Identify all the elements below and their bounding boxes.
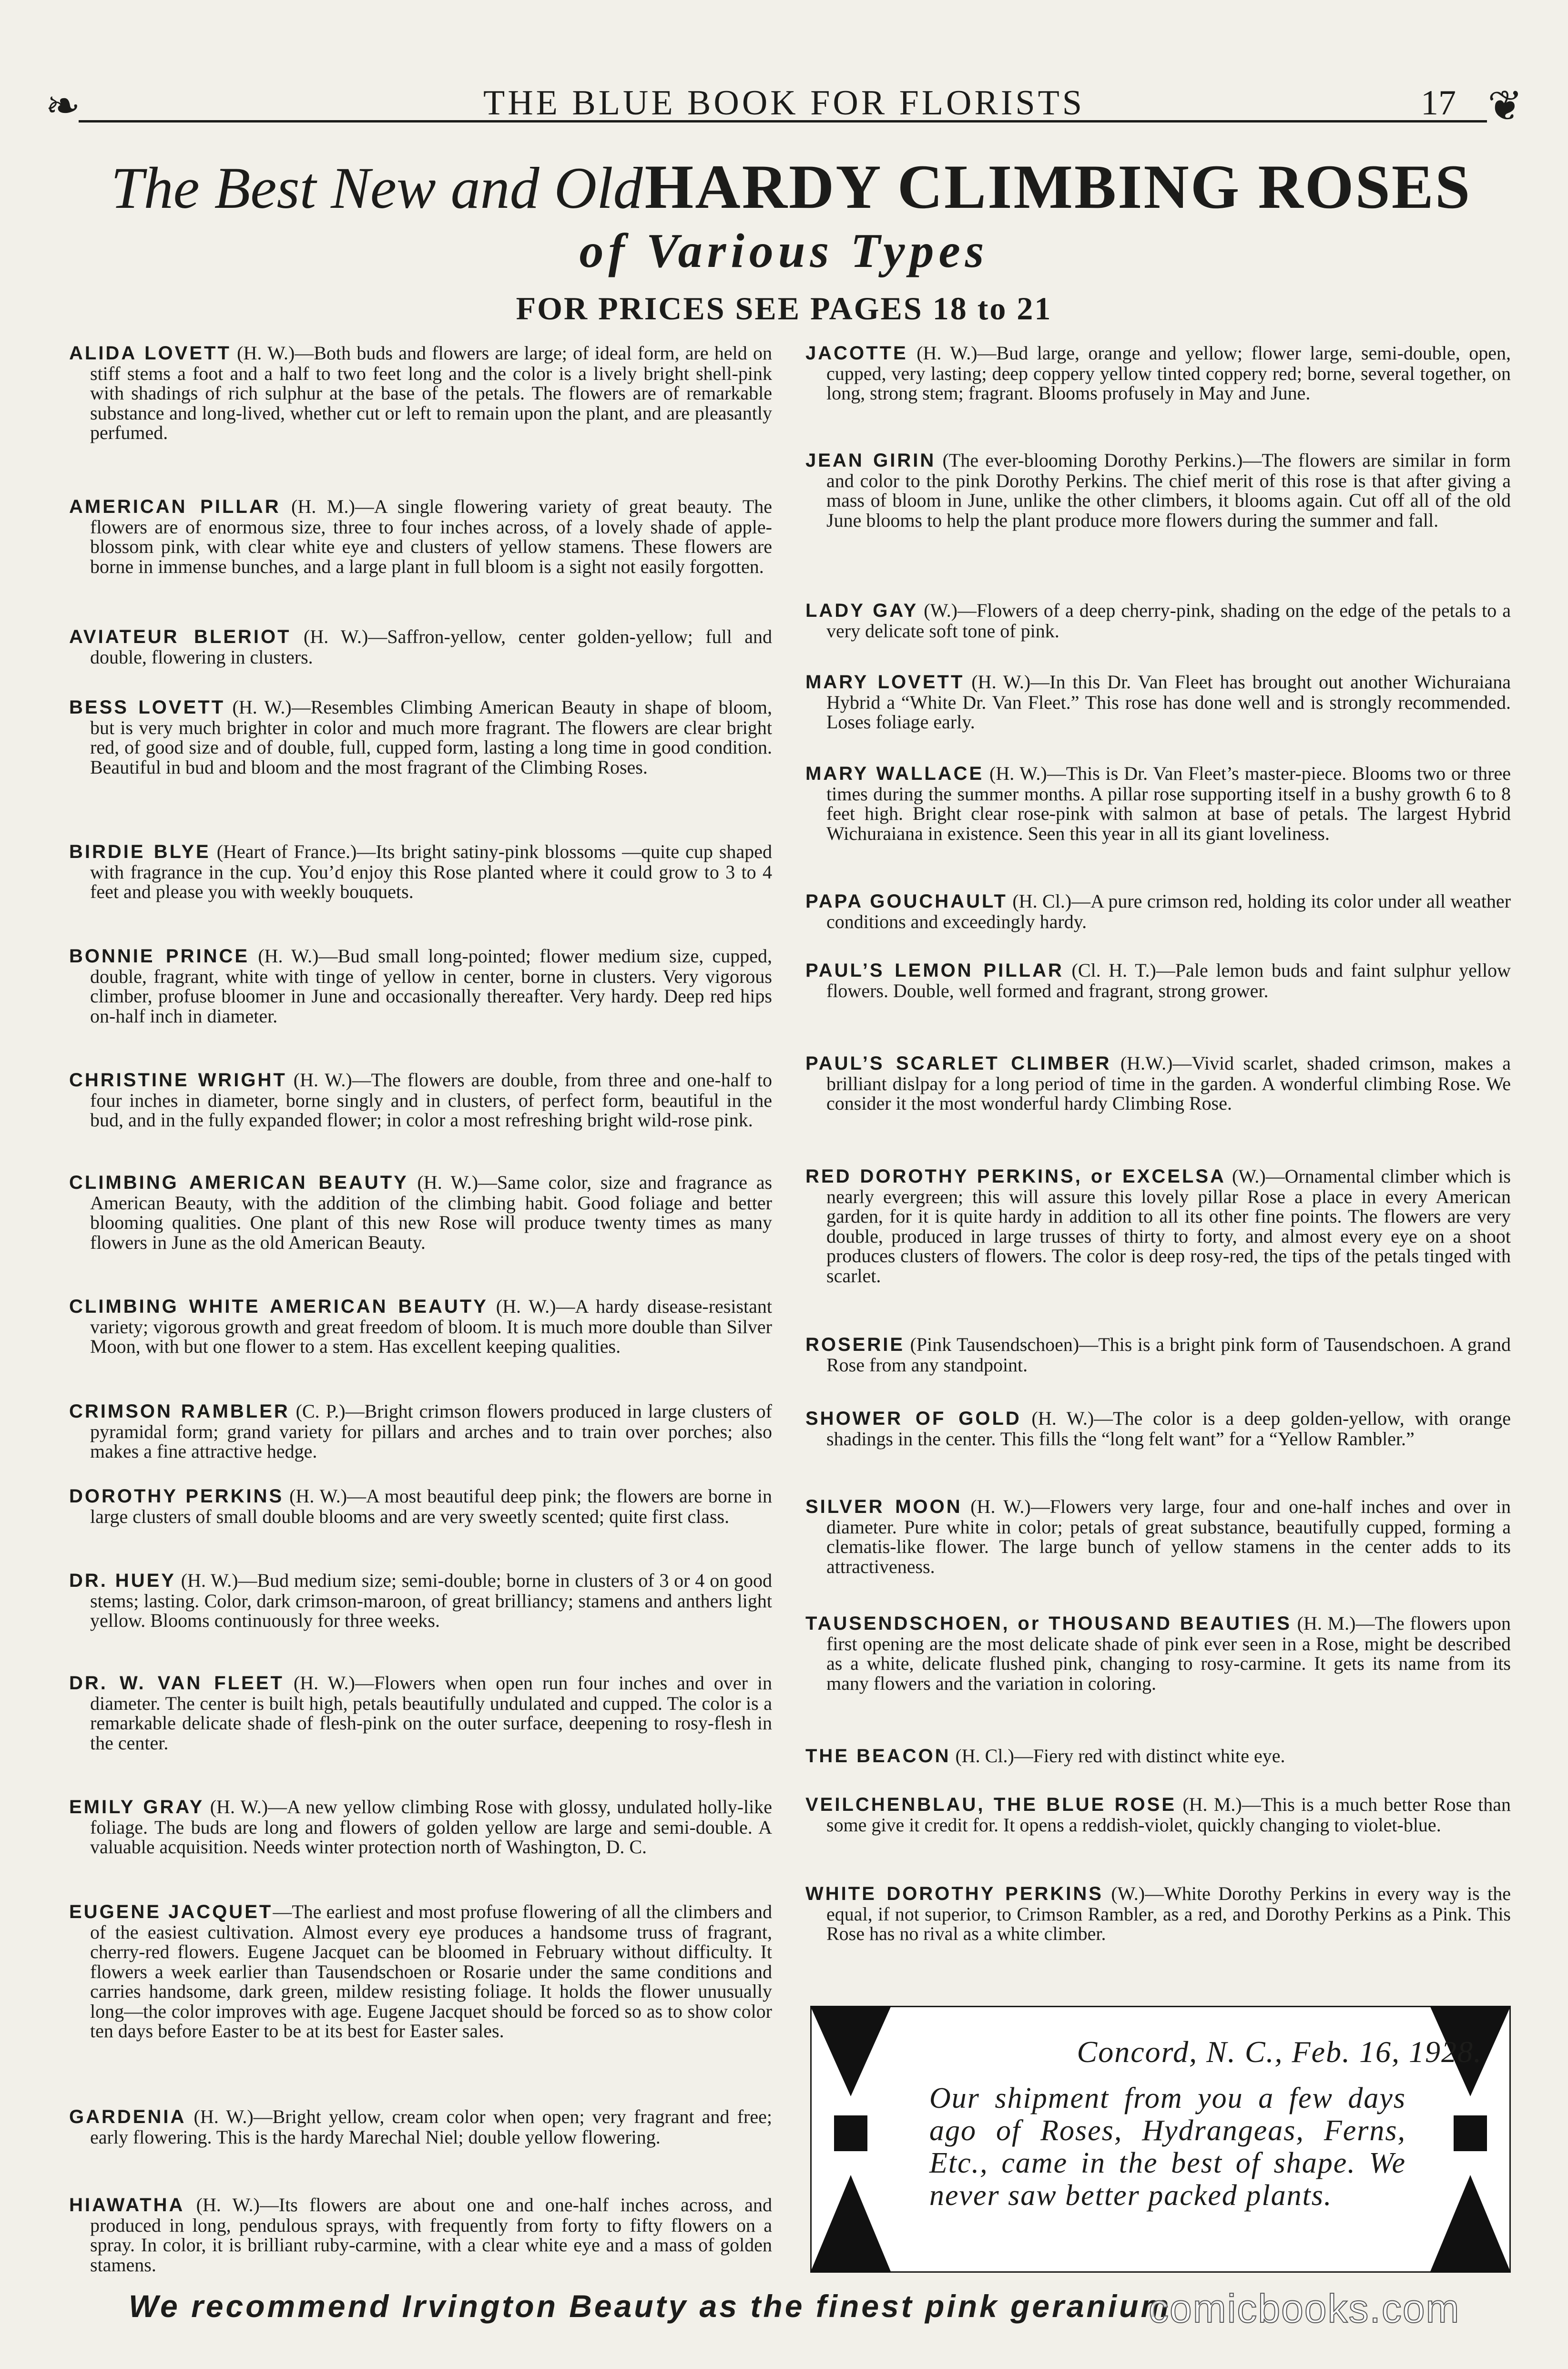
rose-entry bbox=[69, 2107, 772, 2147]
rose-description: (Heart of France.)—Its bright satiny-pink blossoms —quite cup shaped with fragrance in the cup. You’d enjoy this Rose planted where it could grow to 3 to 4 feet and please you with weekly bouquets. bbox=[90, 841, 772, 902]
rose-description: (H.W.)—Vivid scarlet, shaded crimson, makes a brilliant dislpay for a long period of time in the garden. A wonderful climbing Rose. We consider it the most wonderful hardy Climbing Rose. bbox=[826, 1052, 1511, 1114]
rose-entry bbox=[69, 1902, 772, 2041]
page-number: 17 bbox=[1421, 83, 1456, 123]
rose-name: DOROTHY PERKINS bbox=[69, 1486, 284, 1507]
rose-entry bbox=[69, 2195, 772, 2275]
rose-name: ALIDA LOVETT bbox=[69, 343, 231, 364]
rose-entry bbox=[805, 1409, 1511, 1449]
rose-name: MARY WALLACE bbox=[805, 763, 984, 784]
rose-name: AVIATEUR BLERIOT bbox=[69, 626, 291, 647]
rose-description: (C. P.)—Bright crimson flowers produced in large clusters of pyramidal form; grand variety for pillars and arches and to train over porches; also makes a fine attractive hedge. bbox=[90, 1400, 773, 1462]
rose-description: (H. W.)—Flowers very large, four and one-half inches and over in diameter. Pure white in color; petals of great substance, beautifully cupped, forming a clematis-like flower. The large bunch of yellow stamens in the center adds to its attractiveness. bbox=[826, 1496, 1511, 1577]
rose-name: JEAN GIRIN bbox=[805, 450, 936, 471]
rose-description: —The earliest and most profuse flowering of all the climbers and of the easiest cultivation. Almost every eye produces a handsome truss of fragrant, cherry-red flowers. Eugene Jacquet can be bloomed in February without difficulty. It flowers a week earlier than Tausendschoen or Rosarie under the same conditions and carries handsome, dark green, mildew resisting foliage. It holds the flower unusually long—the color improves with age. Eugene Jacquet should be forced so as to show color ten days before Easter to be at its best for Easter sales. bbox=[90, 1901, 772, 2042]
rose-name: PAPA GOUCHAULT bbox=[805, 891, 1008, 912]
rose-description: (H. W.)—Bud large, orange and yellow; flower large, semi-double, open, cupped, very lasting; deep coppery yellow tinted coppery red; borne, several together, on long, strong stem; fragrant. Blooms profusely in May and June. bbox=[826, 342, 1511, 404]
rose-entry bbox=[69, 497, 772, 576]
rose-description: (H. W.)—Its flowers are about one and one-half inches across, and produced in long, pendulous sprays, with frequently from forty to fifty flowers on a spray. In color, it is brilliant ruby-carmine, with a clear white eye and a mass of golden stamens. bbox=[90, 2194, 772, 2276]
rose-entry bbox=[69, 1297, 772, 1357]
rose-description: (H. W.)—Bud medium size; semi-double; borne in clusters of 3 or 4 on good stems; lasting. Color, dark crimson-maroon, of great brilliancy; stamens and anthers light yellow. Blooms continuously for three weeks. bbox=[90, 1570, 773, 1631]
testimonial-body: Our shipment from you a few days ago of Roses, Hydrangeas, Ferns, Etc., came in the best of shape. We never saw better packed plants. bbox=[929, 2082, 1406, 2212]
rose-description: (H. W.)—A hardy disease-resistant variety; vigorous growth and great freedom of bloom. It is much more double than Silver Moon, with but one flower to a stem. Has excellent keeping qualities. bbox=[90, 1296, 772, 1357]
rose-description: (H. W.)—The color is a deep golden-yellow, with orange shadings in the center. This fills the “long felt want” for a “Yellow Rambler.” bbox=[826, 1408, 1511, 1450]
rose-description: (H. W.)—Same color, size and fragrance as American Beauty, with the addition of the climbing habit. Good foliage and better blooming qualities. One plant of this new Rose will produce twenty times as many flowers in June as the old American Beauty. bbox=[90, 1172, 773, 1253]
rose-description: (H. W.)—Bright yellow, cream color when open; very fragrant and free; early flowering. This is the hardy Marechal Niel; double yellow flowering. bbox=[90, 2106, 772, 2148]
rose-entry bbox=[805, 1795, 1511, 1835]
rose-description: (Pink Tausendschoen)—This is a bright pink form of Tausendschoen. A grand Rose from any standpoint. bbox=[826, 1334, 1511, 1376]
rose-entry bbox=[69, 1797, 772, 1857]
rose-name: SILVER MOON bbox=[805, 1496, 962, 1517]
rose-entry bbox=[69, 946, 772, 1026]
rose-name: JACOTTE bbox=[805, 343, 908, 364]
rose-description: (H. W.)—Flowers when open run four inches and over in diameter. The center is built high, petals beautifully undulated and cupped. The color is a remarkable delicate shade of flesh-pink on the outer surface, deepening to rosy-flesh in the center. bbox=[90, 1672, 773, 1754]
rose-description: (W.)—Ornamental climber which is nearly evergreen; this will assure this lovely pillar Rose a place in every American garden, for it is quite hardy in addition to all its other fine points. The flowers are very double, produced in large trusses of thirty to forty, and almost every eye on a shoot produces clusters of flowers. The color is deep rosy-red, the tips of the petals tinged with scarlet. bbox=[826, 1165, 1511, 1287]
rose-entry bbox=[69, 1070, 772, 1130]
rose-name: ROSERIE bbox=[805, 1334, 905, 1355]
rose-entry bbox=[805, 1613, 1511, 1693]
rose-name: LADY GAY bbox=[805, 600, 918, 621]
rose-description: (H. W.)—A most beautiful deep pink; the flowers are borne in large clusters of small double blooms and are very sweetly scented; quite first class. bbox=[90, 1485, 773, 1527]
rose-name: EUGENE JACQUET bbox=[69, 1901, 273, 1922]
headline-italic: The Best New and Old bbox=[111, 155, 643, 221]
footer-banner: We recommend Irvington Beauty as the finest pink geranium bbox=[129, 2288, 1171, 2324]
rose-description: (H. Cl.)—Fiery red with distinct white eye. bbox=[955, 1745, 1285, 1767]
rose-description: (H. W.)—In this Dr. Van Fleet has brought out another Wichuraiana Hybrid a “White Dr. Van Fleet.” This rose has done well and is strongly recommended. Loses foliage early. bbox=[826, 671, 1511, 733]
rose-description: (H. W.)—Bud small long-pointed; flower medium size, cupped, double, fragrant, white with tinge of yellow in center, borne in clusters. Very vigorous climber, profuse bloomer in June and occasionally thereafter. Very hardy. Deep red hips on-half inch in diameter. bbox=[90, 945, 772, 1027]
rose-entry bbox=[69, 1673, 772, 1753]
rose-name: EMILY GRAY bbox=[69, 1797, 204, 1818]
rose-description: (H. W.)—Resembles Climbing American Beauty in shape of bloom, but is very much brighter in color and much more fragrant. The flowers are clear bright red, of good size and of double, full, cupped form, lasting a long time in good condition. Beautiful in bud and bloom and the most fragrant of the Climbing Roses. bbox=[90, 696, 773, 778]
rose-entry bbox=[805, 1884, 1511, 1944]
rose-description: (H. W.)—The flowers are double, from three and one-half to four inches in diameter, borne singly and in clusters, of perfect form, beautiful in the bud, and in the fully expanded flower; in color a most refreshing bright wild-rose pink. bbox=[90, 1069, 772, 1131]
rose-name: CLIMBING WHITE AMERICAN BEAUTY bbox=[69, 1296, 488, 1317]
rose-name: DR. HUEY bbox=[69, 1570, 176, 1591]
rose-name: BIRDIE BLYE bbox=[69, 841, 211, 862]
book-title: THE BLUE BOOK FOR FLORISTS bbox=[483, 83, 1085, 123]
rose-description: (H. W.)—Saffron-yellow, center golden-yellow; full and double, flowering in clusters. bbox=[90, 626, 772, 668]
watermark: comicbooks.com bbox=[1149, 2286, 1460, 2331]
rose-name: TAUSENDSCHOEN, or THOUSAND BEAUTIES bbox=[805, 1613, 1292, 1634]
rose-name: RED DOROTHY PERKINS, or EXCELSA bbox=[805, 1166, 1226, 1187]
rose-entry bbox=[805, 1053, 1511, 1113]
rose-entry bbox=[805, 672, 1511, 732]
rose-name: BESS LOVETT bbox=[69, 697, 225, 718]
rose-entry bbox=[69, 697, 772, 777]
rose-name: PAUL’S SCARLET CLIMBER bbox=[805, 1053, 1111, 1074]
rose-entry bbox=[805, 343, 1511, 403]
page-headline bbox=[67, 150, 1516, 223]
rose-name: GARDENIA bbox=[69, 2106, 186, 2127]
rose-name: CRIMSON RAMBLER bbox=[69, 1401, 290, 1422]
rose-description: (H. W.)—A new yellow climbing Rose with glossy, undulated holly-like foliage. The buds are long and flowers of golden yellow are large and semi-double. A valuable acquisition. Needs winter protection north of Washington, D. C. bbox=[90, 1796, 773, 1858]
rose-description: (The ever-blooming Dorothy Perkins.)—The flowers are similar in form and color to the pink Dorothy Perkins. The chief merit of this rose is that after giving a mass of bloom in June, unlike the other climbers, it blooms again. Cut off all of the old June blooms to help the plant produce more flowers during the summer and fall. bbox=[826, 449, 1511, 531]
rose-entry bbox=[69, 343, 772, 443]
rose-entry bbox=[69, 1571, 772, 1631]
rose-name: VEILCHENBLAU, THE BLUE ROSE bbox=[805, 1794, 1176, 1815]
prices-note: FOR PRICES SEE PAGES 18 to 21 bbox=[516, 290, 1052, 327]
rose-description: (Cl. H. T.)—Pale lemon buds and faint sulphur yellow flowers. Double, well formed and fragrant, strong grower. bbox=[826, 960, 1511, 1001]
square-icon bbox=[1454, 2115, 1487, 2151]
rose-name: THE BEACON bbox=[805, 1746, 951, 1767]
testimonial-dateline: Concord, N. C., Feb. 16, 1928. bbox=[1077, 2035, 1482, 2069]
square-icon bbox=[834, 2115, 867, 2151]
rose-entry bbox=[805, 1497, 1511, 1576]
rose-name: HIAWATHA bbox=[69, 2195, 185, 2216]
rose-entry bbox=[805, 1746, 1511, 1767]
testimonial-box bbox=[810, 2006, 1511, 2273]
rose-entry bbox=[805, 1166, 1511, 1286]
left-ornament-icon: ❧ bbox=[45, 83, 81, 130]
rose-entry bbox=[69, 627, 772, 667]
rose-description: (H. Cl.)—A pure crimson red, holding its color under all weather conditions and exceedingly hardy. bbox=[826, 890, 1511, 932]
rose-entry bbox=[805, 1335, 1511, 1375]
rose-description: (H. W.)—This is Dr. Van Fleet’s master-piece. Blooms two or three times during the summer months. A pillar rose supporting itself in a bushy growth 6 to 8 feet high. Bright clear rose-pink with salmon at base of petals. The largest Hybrid Wichuraiana in existence. Seen this year in all its giant loveliness. bbox=[826, 763, 1511, 844]
rose-name: MARY LOVETT bbox=[805, 672, 965, 693]
rose-name: CLIMBING AMERICAN BEAUTY bbox=[69, 1172, 408, 1193]
headline-caps: HARDY CLIMBING ROSES bbox=[644, 152, 1472, 222]
running-header bbox=[45, 76, 1523, 129]
rose-entry bbox=[805, 450, 1511, 530]
rose-description: (W.)—Flowers of a deep cherry-pink, shading on the edge of the petals to a very delicate soft tone of pink. bbox=[826, 600, 1511, 642]
rose-entry bbox=[805, 601, 1511, 641]
rose-name: AMERICAN PILLAR bbox=[69, 496, 281, 517]
rose-entry bbox=[805, 764, 1511, 843]
rose-name: WHITE DOROTHY PERKINS bbox=[805, 1883, 1103, 1904]
rose-entry bbox=[805, 891, 1511, 931]
rose-entry bbox=[805, 960, 1511, 1001]
rose-entry bbox=[69, 1401, 772, 1461]
rose-description: (W.)—White Dorothy Perkins in every way is the equal, if not superior, to Crimson Rambler, as a red, and Dorothy Perkins as a Pink. This Rose has no rival as a white climber. bbox=[826, 1883, 1511, 1944]
rose-description: (H. M.)—The flowers upon first opening are the most delicate shade of pink ever seen in a Rose, might be described as a white, delicate flushed pink, changing to rosy-carmine. It gets its name from its many flowers and the variation in coloring. bbox=[826, 1613, 1511, 1694]
rose-entry bbox=[69, 1173, 772, 1252]
rose-description: (H. W.)—Both buds and flowers are large; of ideal form, are held on stiff stems a foot and a half to two feet long and the color is a lively bright shell-pink with shadings of rich sulphur at the base of the petals. The flowers are of remarkable substance and long-lived, whether cut or left to remain upon the plant, and are pleasantly perfumed. bbox=[90, 342, 773, 443]
headline-subtitle: of Various Types bbox=[579, 224, 989, 278]
rose-description: (H. M.)—A single flowering variety of great beauty. The flowers are of enormous size, three to four inches across, of a lovely shade of apple-blossom pink, with clear white eye and clusters of yellow stamens. These flowers are borne in immense bunches, and a large plant in full bloom is a sight not easily forgotten. bbox=[90, 496, 773, 577]
rose-description: (H. M.)—This is a much better Rose than some give it credit for. It opens a reddish-violet, quickly changing to violet-blue. bbox=[826, 1794, 1511, 1836]
rose-name: CHRISTINE WRIGHT bbox=[69, 1070, 287, 1091]
rose-entry bbox=[69, 842, 772, 902]
rose-name: SHOWER OF GOLD bbox=[805, 1408, 1021, 1429]
right-ornament-icon: ❦ bbox=[1487, 83, 1523, 130]
rose-name: PAUL’S LEMON PILLAR bbox=[805, 960, 1064, 981]
rose-entry bbox=[69, 1486, 772, 1526]
rose-name: DR. W. VAN FLEET bbox=[69, 1673, 284, 1694]
rose-name: BONNIE PRINCE bbox=[69, 946, 250, 967]
